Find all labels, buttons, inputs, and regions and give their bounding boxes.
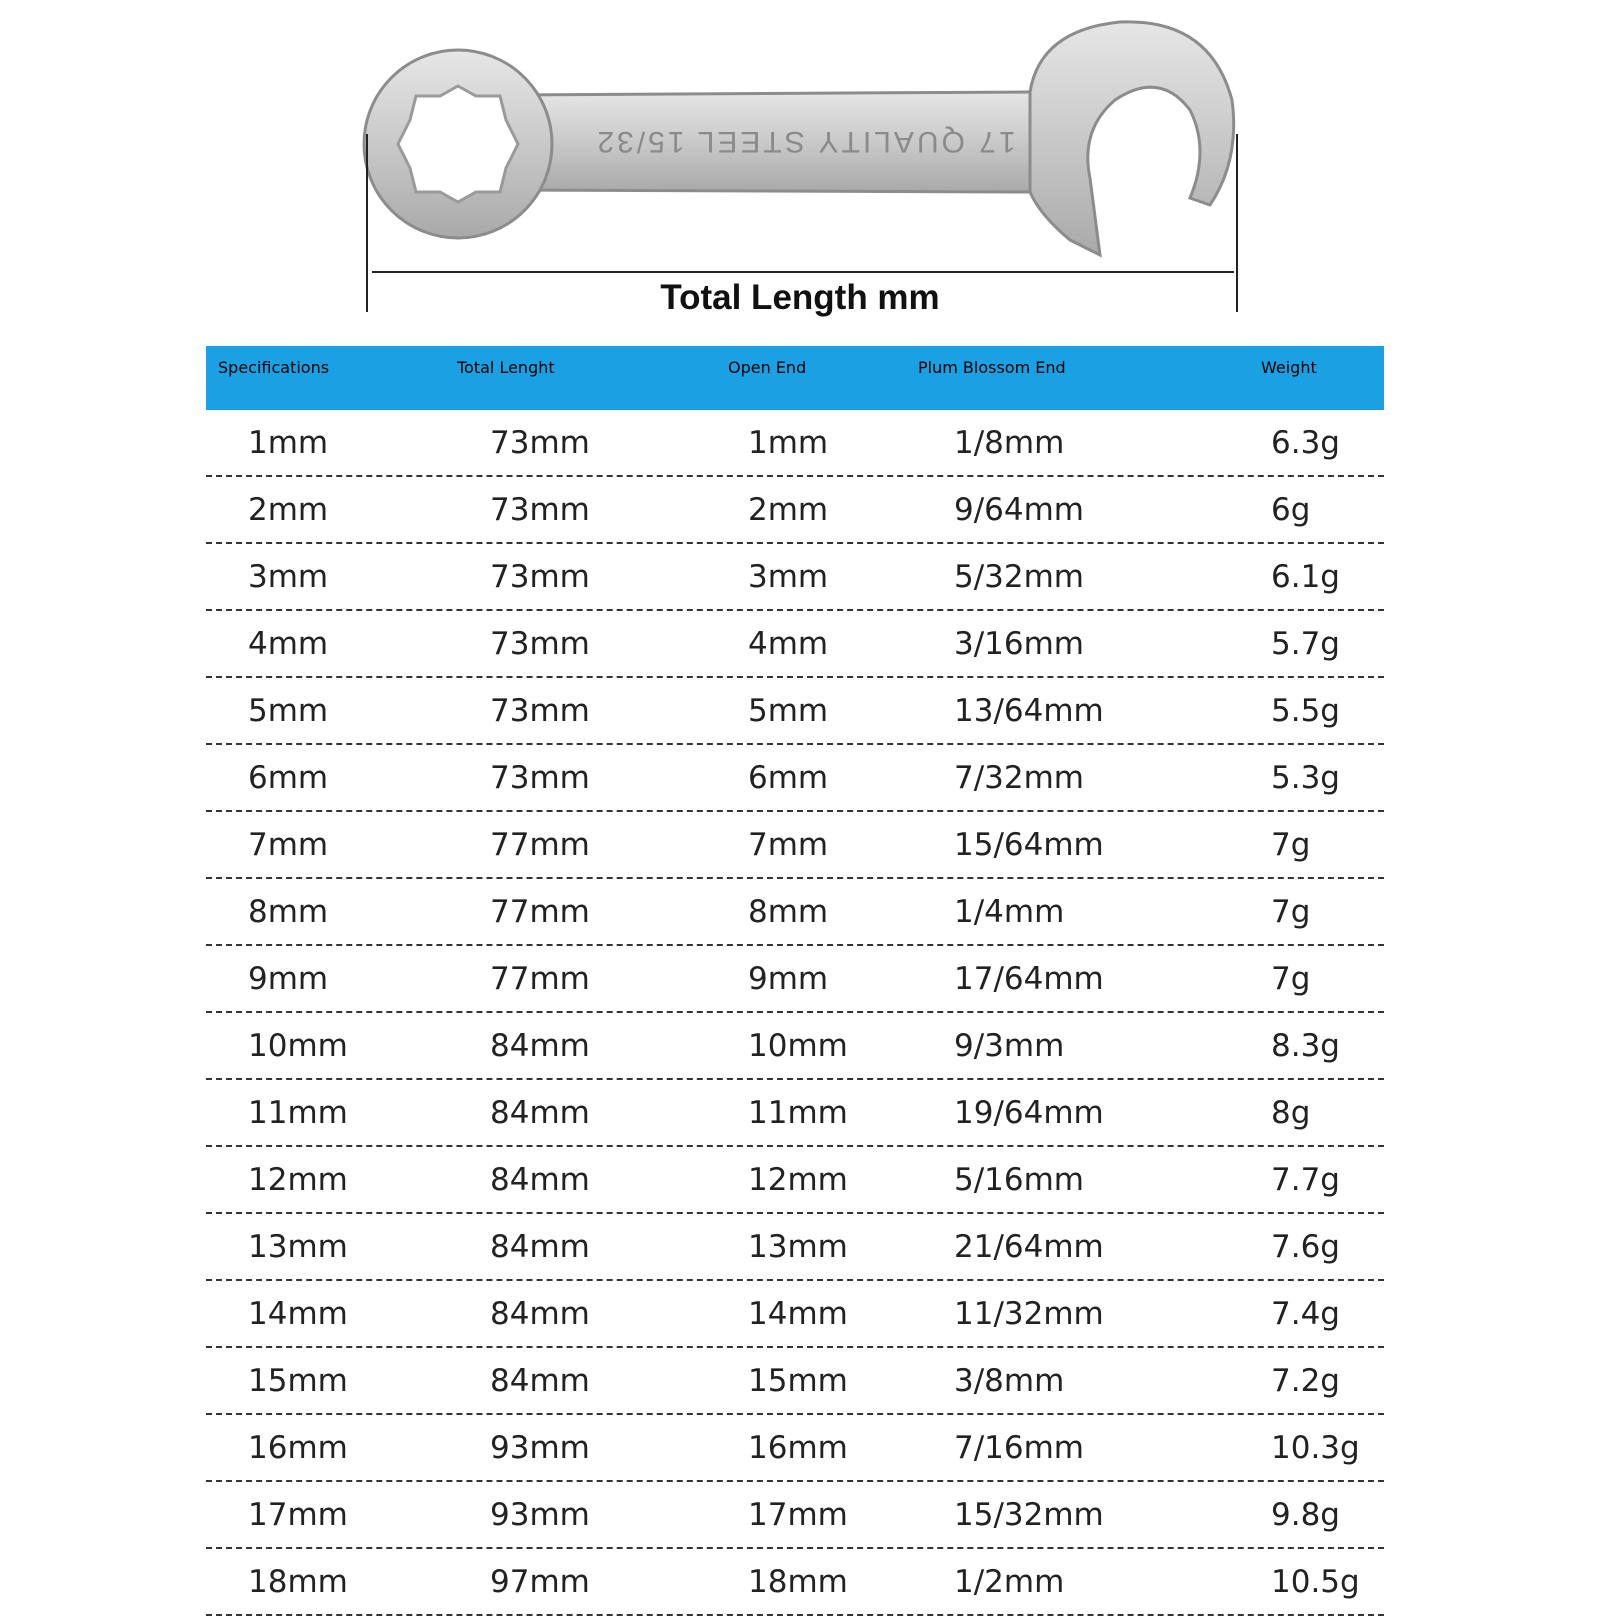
- cell-specification: 2mm: [248, 491, 329, 528]
- cell-specification: 10mm: [248, 1027, 348, 1064]
- table-row: [206, 1214, 1384, 1281]
- table-row: [206, 1013, 1384, 1080]
- cell-plum-blossom-end: 7/32mm: [954, 759, 1085, 796]
- cell-plum-blossom-end: 21/64mm: [954, 1228, 1104, 1265]
- cell-total-length: 84mm: [490, 1094, 590, 1131]
- wrench-open-end: [1030, 22, 1234, 255]
- cell-open-end: 17mm: [748, 1496, 848, 1533]
- wrench-figure: [0, 0, 1600, 330]
- table-row: [206, 1415, 1384, 1482]
- cell-total-length: 77mm: [490, 893, 590, 930]
- table-row: [206, 1147, 1384, 1214]
- cell-plum-blossom-end: 11/32mm: [954, 1295, 1104, 1332]
- cell-total-length: 93mm: [490, 1429, 590, 1466]
- cell-total-length: 84mm: [490, 1228, 590, 1265]
- cell-plum-blossom-end: 1/8mm: [954, 424, 1065, 461]
- cell-plum-blossom-end: 1/2mm: [954, 1563, 1065, 1600]
- cell-weight: 8.3g: [1271, 1027, 1340, 1064]
- cell-weight: 5.7g: [1271, 625, 1340, 662]
- cell-weight: 5.3g: [1271, 759, 1340, 796]
- cell-weight: 7.7g: [1271, 1161, 1340, 1198]
- cell-weight: 9.8g: [1271, 1496, 1340, 1533]
- cell-plum-blossom-end: 9/64mm: [954, 491, 1085, 528]
- table-row: [206, 1549, 1384, 1616]
- cell-open-end: 6mm: [748, 759, 829, 796]
- cell-plum-blossom-end: 13/64mm: [954, 692, 1104, 729]
- cell-open-end: 13mm: [748, 1228, 848, 1265]
- cell-weight: 5.5g: [1271, 692, 1340, 729]
- cell-plum-blossom-end: 17/64mm: [954, 960, 1104, 997]
- cell-total-length: 84mm: [490, 1295, 590, 1332]
- cell-open-end: 2mm: [748, 491, 829, 528]
- column-header-plum-blossom-end: Plum Blossom End: [918, 358, 1066, 377]
- cell-total-length: 84mm: [490, 1027, 590, 1064]
- cell-plum-blossom-end: 19/64mm: [954, 1094, 1104, 1131]
- cell-specification: 14mm: [248, 1295, 348, 1332]
- cell-weight: 6g: [1271, 491, 1311, 528]
- cell-total-length: 84mm: [490, 1161, 590, 1198]
- total-length-caption: Total Length mm: [660, 278, 940, 317]
- cell-total-length: 73mm: [490, 625, 590, 662]
- cell-weight: 7g: [1271, 960, 1311, 997]
- cell-plum-blossom-end: 3/8mm: [954, 1362, 1065, 1399]
- cell-open-end: 12mm: [748, 1161, 848, 1198]
- cell-weight: 6.3g: [1271, 424, 1340, 461]
- cell-weight: 8g: [1271, 1094, 1311, 1131]
- cell-open-end: 10mm: [748, 1027, 848, 1064]
- table-row: [206, 544, 1384, 611]
- cell-specification: 16mm: [248, 1429, 348, 1466]
- cell-open-end: 8mm: [748, 893, 829, 930]
- cell-plum-blossom-end: 15/64mm: [954, 826, 1104, 863]
- cell-specification: 11mm: [248, 1094, 348, 1131]
- table-body: [206, 410, 1384, 1616]
- cell-plum-blossom-end: 3/16mm: [954, 625, 1085, 662]
- table-row: [206, 879, 1384, 946]
- cell-weight: 7.2g: [1271, 1362, 1340, 1399]
- cell-specification: 5mm: [248, 692, 329, 729]
- cell-open-end: 15mm: [748, 1362, 848, 1399]
- cell-specification: 4mm: [248, 625, 329, 662]
- column-header-open-end: Open End: [728, 358, 807, 377]
- cell-specification: 7mm: [248, 826, 329, 863]
- specifications-table: [206, 346, 1384, 1616]
- cell-total-length: 73mm: [490, 424, 590, 461]
- cell-specification: 12mm: [248, 1161, 348, 1198]
- table-row: [206, 1281, 1384, 1348]
- cell-total-length: 77mm: [490, 960, 590, 997]
- cell-specification: 18mm: [248, 1563, 348, 1600]
- cell-open-end: 11mm: [748, 1094, 848, 1131]
- column-header-weight: Weight: [1261, 358, 1317, 377]
- cell-specification: 17mm: [248, 1496, 348, 1533]
- cell-open-end: 1mm: [748, 424, 829, 461]
- cell-specification: 6mm: [248, 759, 329, 796]
- cell-plum-blossom-end: 1/4mm: [954, 893, 1065, 930]
- table-row: [206, 611, 1384, 678]
- cell-weight: 10.5g: [1271, 1563, 1360, 1600]
- cell-total-length: 77mm: [490, 826, 590, 863]
- cell-open-end: 7mm: [748, 826, 829, 863]
- cell-weight: 7g: [1271, 826, 1311, 863]
- column-header-total-length: Total Lenght: [457, 358, 555, 377]
- table-header: [206, 346, 1384, 410]
- cell-open-end: 18mm: [748, 1563, 848, 1600]
- cell-open-end: 5mm: [748, 692, 829, 729]
- wrench-stamp-text: 17 QUALITY STEEL 15/32: [594, 125, 1016, 158]
- cell-specification: 9mm: [248, 960, 329, 997]
- cell-open-end: 16mm: [748, 1429, 848, 1466]
- cell-weight: 7.4g: [1271, 1295, 1340, 1332]
- cell-specification: 15mm: [248, 1362, 348, 1399]
- cell-open-end: 4mm: [748, 625, 829, 662]
- cell-plum-blossom-end: 5/16mm: [954, 1161, 1085, 1198]
- cell-total-length: 73mm: [490, 759, 590, 796]
- table-row: [206, 477, 1384, 544]
- cell-total-length: 73mm: [490, 491, 590, 528]
- cell-plum-blossom-end: 5/32mm: [954, 558, 1085, 595]
- cell-open-end: 9mm: [748, 960, 829, 997]
- cell-open-end: 14mm: [748, 1295, 848, 1332]
- cell-specification: 8mm: [248, 893, 329, 930]
- cell-total-length: 93mm: [490, 1496, 590, 1533]
- table-row: [206, 1080, 1384, 1147]
- cell-specification: 1mm: [248, 424, 329, 461]
- table-row: [206, 1482, 1384, 1549]
- cell-specification: 13mm: [248, 1228, 348, 1265]
- cell-weight: 7.6g: [1271, 1228, 1340, 1265]
- table-row: [206, 410, 1384, 477]
- cell-total-length: 73mm: [490, 692, 590, 729]
- cell-plum-blossom-end: 9/3mm: [954, 1027, 1065, 1064]
- cell-specification: 3mm: [248, 558, 329, 595]
- cell-total-length: 84mm: [490, 1362, 590, 1399]
- table-row: [206, 745, 1384, 812]
- cell-open-end: 3mm: [748, 558, 829, 595]
- table-row: [206, 946, 1384, 1013]
- cell-weight: 10.3g: [1271, 1429, 1360, 1466]
- cell-plum-blossom-end: 15/32mm: [954, 1496, 1104, 1533]
- cell-total-length: 73mm: [490, 558, 590, 595]
- wrench-box-opening: [398, 86, 518, 202]
- cell-weight: 7g: [1271, 893, 1311, 930]
- cell-plum-blossom-end: 7/16mm: [954, 1429, 1085, 1466]
- column-header-specifications: Specifications: [218, 358, 330, 377]
- table-row: [206, 812, 1384, 879]
- cell-weight: 6.1g: [1271, 558, 1340, 595]
- cell-total-length: 97mm: [490, 1563, 590, 1600]
- table-row: [206, 678, 1384, 745]
- table-row: [206, 1348, 1384, 1415]
